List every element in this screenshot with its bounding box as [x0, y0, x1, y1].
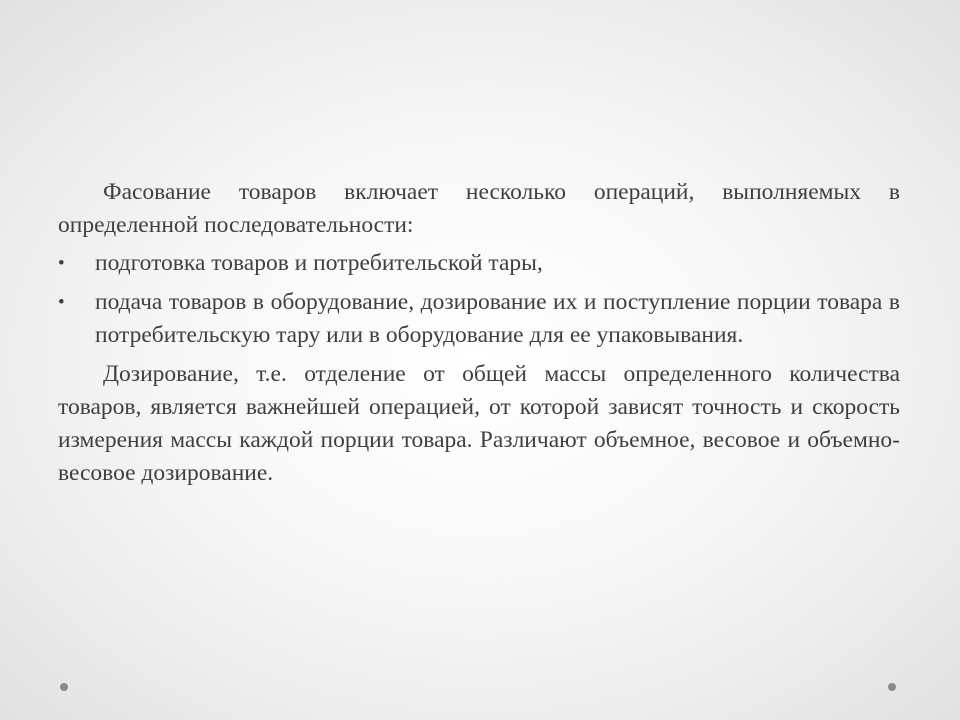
bullet-item-feeding-dosing — [58, 286, 900, 352]
bullet-list — [58, 247, 900, 352]
intro-paragraph: Фасование товаров включает несколько операций, выполняемых в определенной последовательности: — [58, 179, 900, 238]
slide-content — [58, 176, 900, 490]
bullet-item-packaging-prep — [58, 247, 900, 280]
dosing-paragraph: Дозирование, т.е. отделение от общей массы определенного количества товаров, является важнейшей операцией, от которой зависят точность и скорость измерения массы каждой порции товара. Различают объемное, весовое и объемно-весовое дозирование. — [58, 361, 900, 486]
slide-corner-dot-right — [888, 683, 896, 691]
slide-corner-dot-left — [60, 683, 68, 691]
bullet-marker: • — [58, 253, 65, 274]
bullet-marker: • — [58, 292, 65, 313]
bullet-text: подготовка товаров и потребительской тары, — [95, 250, 543, 276]
bullet-text: подача товаров в оборудование, дозирование их и поступление порции товара в потребительскую тару или в оборудование для ее упаковывания. — [95, 289, 900, 348]
